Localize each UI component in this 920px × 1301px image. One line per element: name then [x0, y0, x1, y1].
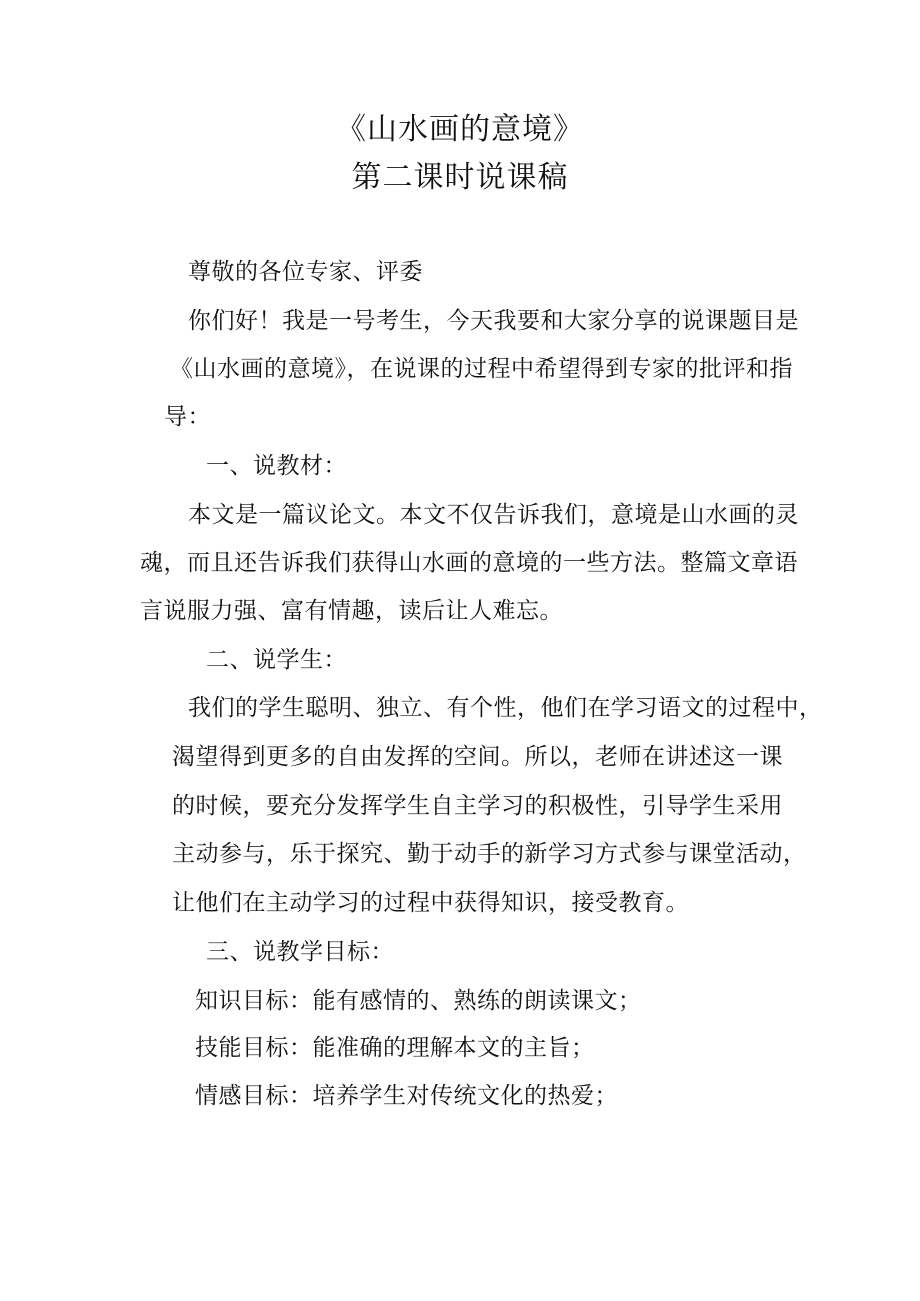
document-title: 《山水画的意境》 — [336, 112, 584, 147]
document-subtitle: 第二课时说课稿 — [351, 160, 569, 195]
paragraph-line: 让他们在主动学习的过程中获得知识，接受教育。 — [172, 890, 689, 916]
paragraph-line: 言说服力强、富有情趣，读后让人难忘。 — [140, 598, 563, 624]
paragraph-line: 主动参与，乐于探究、勤于动手的新学习方式参与课堂活动， — [172, 841, 807, 867]
paragraph-line: 我们的学生聪明、独立、有个性，他们在学习语文的过程中， — [188, 695, 823, 721]
paragraph-line: 渴望得到更多的自由发挥的空间。所以，老师在讲述这一课 — [172, 744, 783, 770]
paragraph-line: 本文是一篇议论文。本文不仅告诉我们，意境是山水画的灵 — [188, 502, 799, 528]
intro-line: 导： — [164, 404, 211, 430]
goal-item: 知识目标：能有感情的、熟练的朗读课文； — [195, 988, 642, 1014]
section-heading: 三、说教学目标： — [206, 939, 394, 965]
greeting: 尊敬的各位专家、评委 — [188, 259, 423, 285]
paragraph-line: 魂，而且还告诉我们获得山水画的意境的一些方法。整篇文章语 — [140, 550, 798, 576]
section-heading: 一、说教材： — [206, 453, 347, 479]
intro-line: 《山水画的意境》，在说课的过程中希望得到专家的批评和指 — [170, 356, 793, 382]
goal-item: 情感目标：培养学生对传统文化的热爱； — [195, 1083, 618, 1109]
intro-line: 你们好！我是一号考生，今天我要和大家分享的说课题目是 — [188, 308, 799, 334]
goal-item: 技能目标：能准确的理解本文的主旨； — [195, 1035, 595, 1061]
section-heading: 二、说学生： — [206, 647, 347, 673]
paragraph-line: 的时候，要充分发挥学生自主学习的积极性，引导学生采用 — [172, 793, 783, 819]
